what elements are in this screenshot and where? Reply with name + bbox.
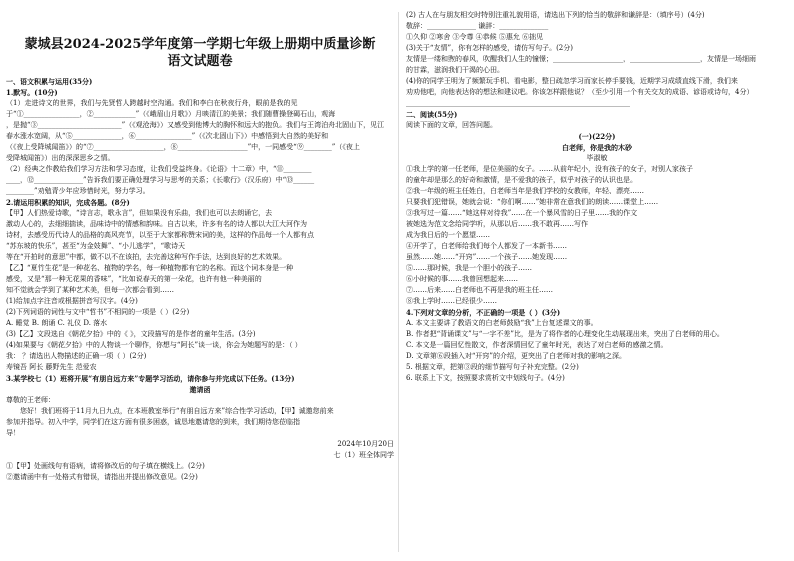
- text-line: 我： ？请选出人物描述的正确一项（ ）(2分): [6, 352, 147, 360]
- text-line: 知不觉就会学到了某种艺术美，但每一次都会看到……: [6, 286, 174, 294]
- left-column: [6, 10, 394, 483]
- text-line: 受降城闻笛》）出的深深思乡之情。: [6, 154, 115, 162]
- text-line: ④开学了，白老师给我们每个人都发了一本新书……: [406, 242, 567, 250]
- text-line: (1)给加点字注音或根据拼音写汉字。(4分): [6, 297, 138, 305]
- text-line: 感受，又是“那一种无花果的香味”，“比如说春天的第一朵花，也许有他一种美丽的: [6, 275, 262, 283]
- invitation-sender: 七（1）班全体同学: [333, 451, 394, 459]
- text-line: 的甘霖，滋润我们干渴的心田。: [406, 66, 504, 74]
- invitation-heading: 邀请函: [189, 385, 211, 394]
- question-2: 2.请运用积累的知识，完成各题。(8分): [6, 198, 130, 207]
- options-line: ①久仰 ②寒舍 ③令尊 ④恭候 ⑤惠允 ⑥拙见: [406, 33, 544, 41]
- passage-author: 毕淑敏: [586, 154, 608, 162]
- text-line: 等在“开拍时的意思”中都，做不以不在该拍，去完善这种写作手法，达到良好的艺术效果。: [6, 253, 287, 261]
- text-line: 参加并指导。初入中学，同学们在这方面有很多困惑，诚恳地邀请您的到来，我们期待您莅临指: [6, 418, 300, 426]
- option-a: A. 本文主要讲了教语文的白老师鼓励“我”上台复述课文的事。: [406, 319, 598, 327]
- text-line: 【乙】“夏竹生花”是一种花名、植物的学名，每一种植物都有它的名称。而这个词本身是一种: [6, 264, 294, 272]
- names-line: 寿镜吾 阿长 藤野先生 范爱农: [6, 363, 97, 371]
- question-5: 5. 根据文章，把第③段的细节描写句子补充完整。(2分): [406, 363, 579, 371]
- option-b: B. 作者把“背诵课文”与“一字不差”比，是为了将作者的心理变化生动展现出来，突出了白老师的用心。: [406, 330, 724, 338]
- text-line: ________”劝勉青少年应珍惜时光，努力学习。: [6, 187, 150, 195]
- text-line: 导！: [6, 429, 20, 437]
- text-line: (2) 古人在与朋友相交时特别注重礼貌用语，请选出下列的恰当的敬辞和谦辞是：（填序号）(4分): [406, 11, 705, 19]
- text-line: ③我写过一篇……“她这样对待我”……在一个暴风雪的日子里……我的作文: [406, 209, 638, 217]
- text-line: ②邀请函中有一处格式有错误，请指出并提出修改意见。(2分): [6, 473, 198, 481]
- exam-subtitle: 语文试题卷: [167, 54, 233, 69]
- text-line: 被她选为范文念给同学听，从那以后……我不敢再……写作: [406, 220, 588, 228]
- text-line: 阅读下面的文章，回答问题。: [406, 121, 497, 129]
- text-line: (3)关于“友情”，你有怎样的感受，请仿写句子。(2分): [406, 44, 573, 52]
- text-line: ，是抛“③________________________”（《观沧海》）又感受到他博大的胸怀和远大的抱负。我们与王湾泊舟北固山下，见江: [6, 121, 385, 129]
- passage-title: 白老师，你是我的木砂: [562, 143, 632, 152]
- text-line: ⑧我上学时……已经很少……: [406, 297, 497, 305]
- text-line: ⑥小时候的事……我曾回想起来……: [406, 275, 518, 283]
- text-line: 的童年却是那么的好奇和激情，是不爱我的孩子，似乎对孩子的认识也是。: [406, 176, 637, 184]
- text-line: 友情是一缕和煦的春风，吹醒我们人生的憧憬；____________________，____________________，友情是一场细雨: [406, 55, 756, 63]
- section-heading: 二、阅读(55分): [406, 110, 458, 119]
- text-line: ⑦……后来……白老师也不再是我的班主任……: [406, 286, 553, 294]
- invitation-date: 2024年10月20日: [337, 440, 394, 448]
- option-c: C. 本文是一篇回忆性散文，作者深情回忆了童年时光，表达了对白老师的感激之情。: [406, 341, 668, 349]
- text-line: “苏东坡的快乐”，甚至“为金妓舞”、“小儿逃学”，“歌诗天: [6, 242, 186, 250]
- question-6: 6. 联系上下文，按照要求赏析文中划线句子。(4分): [406, 374, 565, 382]
- text-line: （1）走进诗文的世界，我们与先贤哲人跨越时空沟通。我们和李白在秋夜行舟，眼前是我的见: [6, 99, 298, 107]
- text-line: 敬辞：______________ 谦辞：______________: [406, 22, 549, 30]
- question-3: 3.某学校七（1）班将开展“有朋自远方来”专题学习活动，请你参与并完成以下任务。(13分): [6, 374, 295, 383]
- text-line: ①【甲】处画线句有语病，请将修改后的句子填在横线上。(2分): [6, 462, 205, 470]
- question-1: 1.默写。(10分): [6, 88, 58, 97]
- text-line: 【甲】人们热爱诗歌，“诗言志，歌永言”，但如果没有乐曲，我们也可以去朗诵它，去: [6, 209, 273, 217]
- text-line: 成为我日后的一个愿望……: [406, 231, 490, 239]
- text-line: 劝劝他吧，向他表达你的想法和建议吧。你该怎样跟他说？（至少引用一个有关交友的成语、谚语或诗句，4分）: [406, 88, 754, 96]
- column-divider: [398, 12, 399, 552]
- text-line: 您好！我们班将于11月九日九点，在本班教室举行“有朋自远方来”综合性学习活动，【甲】诚邀您前来: [20, 407, 334, 415]
- text-line: 只要我们犯错误，她就会说：“你们啊……”她非常在意我们的朗读……课堂上……: [406, 198, 659, 206]
- text-line: (3)【乙】文段选自《朝花夕拾》中的《 》，文段描写的是作者的童年生活。(3分): [6, 330, 256, 338]
- text-line: （《夜上受降城闻笛》）的“⑦____________________，⑧____________________”中，一同感受“⑨________”（《夜上: [6, 143, 360, 151]
- option-d: D. 文章第⑥段插入对“开窍”的介绍，更突出了白老师对我的影响之深。: [406, 352, 626, 360]
- text-line: (4)你的同学王明为了频繁玩手机、看电影，整日疏忽学习而家长停手要钱，近期学习成绩直线下滑，我们来: [406, 77, 738, 85]
- text-line: ①我上学的第一任老师，是位美丽的女子。……从前年纪小，没有孩子的女子，对别人家孩子: [406, 165, 693, 173]
- question-4: 4.下列对文章的分析，不正确的一项是（ ）(3分): [406, 308, 561, 317]
- text-line: （2）经典之作教给我们学习方法和学习态度，让我们受益终身。《论语》十二章）中，“⑪________: [6, 165, 312, 173]
- section-heading: 一、语文积累与运用(35分): [6, 77, 93, 86]
- text-line: ____，⑫______________”告诉我们要正确处理学习与思考的关系；《长歌行》（汉乐府）中“⑬______: [6, 176, 315, 184]
- options-line: A. 睡觉 B. 朗诵 C. 礼仪 D. 落水: [6, 319, 108, 327]
- answer-line: ________________________________________________________________: [406, 99, 630, 107]
- text-line: 诗材，去感受历代诗人的品格的高风亮节，以至于大家都称赞宋词的美，这样的作品每一个人都有点: [6, 231, 314, 239]
- passage-number: (一)(22分): [578, 132, 616, 141]
- text-line: 尊敬的王老师：: [6, 396, 55, 404]
- text-line: 春水涨水宽阔，从“⑤______________，⑥________________”（《次北固山下》）中感悟到大自然的美好和: [6, 132, 329, 140]
- text-line: ②我一年级的班主任姓白，白老师当年是我们学校的女教师，年轻、漂亮……: [406, 187, 644, 195]
- text-line: ⑤……那时候，我是一个胆小的孩子……: [406, 264, 532, 272]
- text-line: 虽然……她……“开窍”……一个孩子……她发现……: [406, 253, 568, 261]
- text-line: 于“①________________，②____________”（《峨眉山月歌》）月映清江的美景；我们随曹操登碣石山，观海: [6, 110, 336, 118]
- text-line: 激动人心的，去细细揣读，品味诗中的情感和韵味。自古以来，许多有名的诗人都以大江大河作为: [6, 220, 307, 228]
- text-line: (2)下列词语的词性与文中“哲书”不相同的一项是（ ）(2分): [6, 308, 190, 316]
- exam-title: 蒙城县2024-2025学年度第一学期七年级上册期中质量诊断: [24, 37, 376, 52]
- right-column: [406, 10, 788, 384]
- text-line: (4)如果要与《朝花夕拾》中的人物谈一个聊作，你想与“阿长”谈一谈，你会为她题写的是：（ ）: [6, 341, 302, 349]
